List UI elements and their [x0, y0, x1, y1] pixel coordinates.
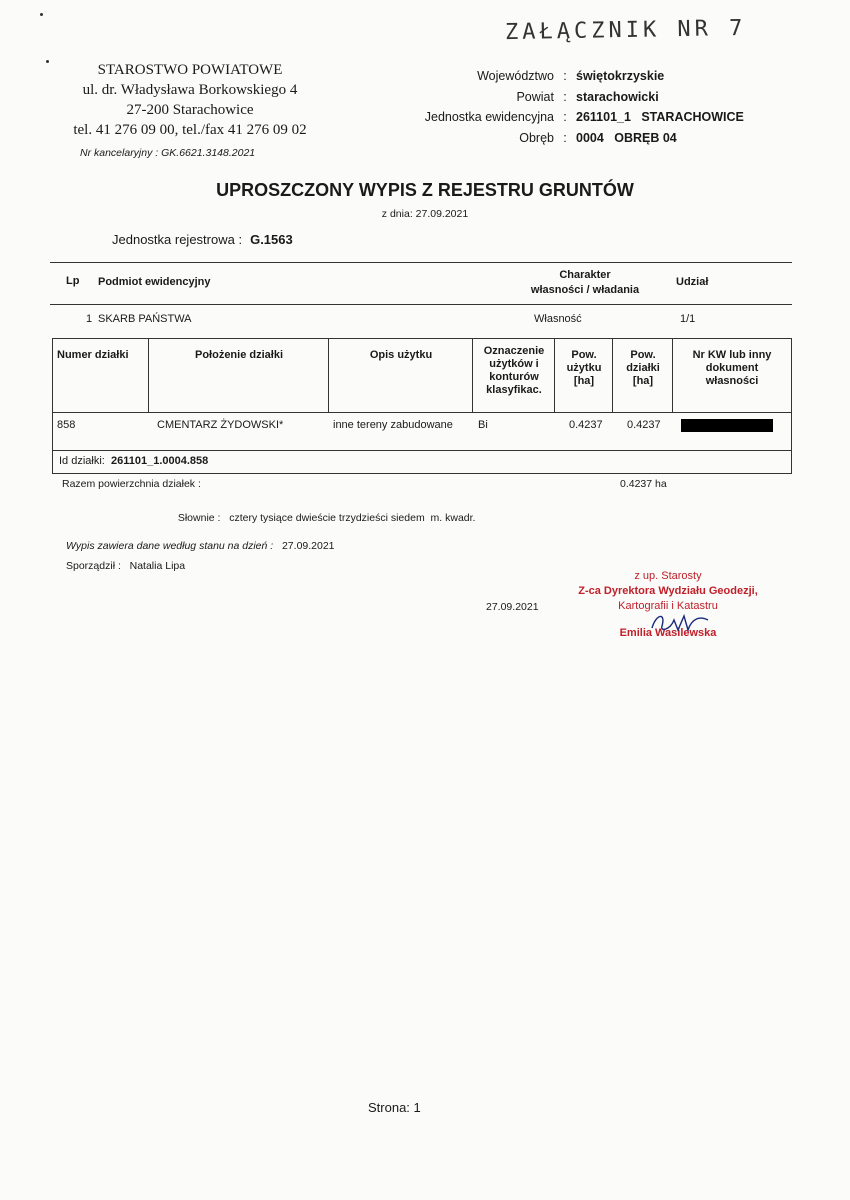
parcel-location: CMENTARZ ŻYDOWSKI* — [157, 419, 284, 431]
total-area-words: Słownie : cztery tysiące dwieście trzydzieści siedem m. kwadr. — [177, 512, 476, 524]
state-date: Wypis zawiera dane według stanu na dzień : 27.09.2021 — [66, 540, 335, 552]
redacted-kw-number — [681, 419, 773, 432]
parcel-use: inne tereny zabudowane — [333, 419, 453, 431]
registry-unit — [112, 232, 293, 247]
owner-subject: SKARB PAŃSTWA — [98, 313, 192, 325]
office-address — [40, 60, 340, 140]
kancelaria-number — [80, 147, 255, 159]
parcel-area: 0.4237 — [627, 419, 661, 431]
registry-unit-value: G.1563 — [250, 232, 293, 247]
office-city: 27-200 Starachowice — [126, 102, 254, 118]
admin-row-voivodeship: Województwo : świętokrzyskie — [380, 66, 744, 87]
registry-unit-label: Jednostka rejestrowa : — [112, 232, 243, 247]
admin-label: Obręb — [519, 130, 554, 145]
admin-label: Jednostka ewidencyjna — [424, 110, 554, 124]
admin-value: 261101_1 STARACHOWICE — [576, 110, 744, 124]
margin-dot — [40, 13, 43, 16]
admin-value: 0004 OBRĘB 04 — [576, 130, 677, 145]
parcel-number: 858 — [57, 419, 76, 431]
document-title: UPROSZCZONY WYPIS Z REJESTRU GRUNTÓW — [216, 180, 634, 200]
page-number: Strona: 1 — [368, 1100, 421, 1115]
signature — [648, 608, 718, 638]
parcel-header-parcel-area: Pow. działki [ha] — [626, 349, 660, 387]
total-area-value: 0.4237 ha — [620, 478, 667, 490]
admin-value: starachowicki — [576, 89, 659, 104]
parcel-header-use-area: Pow. użytku [ha] — [566, 349, 602, 387]
parcel-use-area: 0.4237 — [569, 419, 603, 431]
admin-label: Powiat — [516, 89, 554, 104]
parcel-table — [52, 338, 792, 474]
parcel-header-use: Opis użytku — [369, 349, 433, 361]
admin-value: świętokrzyskie — [576, 69, 665, 83]
document-date: z dnia: 27.09.2021 — [381, 208, 469, 220]
parcel-id: Id działki: 261101_1.0004.858 — [59, 455, 209, 467]
office-phone: tel. 41 276 09 00, tel./fax 41 276 09 02 — [73, 122, 307, 138]
owners-header-share: Udział — [676, 276, 709, 288]
owners-header-charakter: Charakter własności / władania — [530, 269, 640, 296]
annex-mark: ZAŁĄCZNIK NR 7 — [504, 15, 747, 46]
admin-row-unit: Jednostka ewidencyjna : 261101_1 STARACHOWICE — [380, 107, 744, 128]
issue-date: 27.09.2021 — [486, 601, 539, 613]
office-name: STAROSTWO POWIATOWE — [97, 62, 283, 78]
owners-header-subject: Podmiot ewidencyjny — [98, 276, 211, 288]
kancelaria-value: GK.6621.3148.2021 — [161, 147, 256, 159]
admin-label: Województwo — [477, 69, 554, 83]
owner-lp: 1 — [86, 313, 93, 325]
parcel-header-number: Numer działki — [57, 349, 129, 361]
admin-row-precinct: Obręb : 0004 OBRĘB 04 — [380, 128, 744, 149]
official-stamp: z up. Starosty Z-ca Dyrektora Wydziału Geodezji, Kartografii i Katastru Emilia Wasilewska — [578, 570, 758, 639]
parcel-header-designation: Oznaczenie użytków i konturów klasyfikac. — [483, 345, 545, 396]
admin-row-county: Powiat : starachowicki — [380, 87, 744, 108]
owners-header-lp: Lp — [66, 275, 80, 287]
total-area-label: Razem powierzchnia działek : — [62, 478, 201, 490]
table-rule — [50, 304, 792, 305]
parcel-header-location: Położenie działki — [194, 349, 284, 361]
parcel-header-kw: Nr KW lub inny dokument własności — [692, 349, 772, 387]
prepared-by: Sporządził : Natalia Lipa — [66, 560, 186, 572]
owner-share: 1/1 — [680, 313, 696, 325]
admin-info — [380, 66, 744, 148]
owner-charakter: Własność — [534, 313, 582, 325]
table-rule — [50, 262, 792, 263]
office-street: ul. dr. Władysława Borkowskiego 4 — [82, 82, 298, 98]
kancelaria-label: Nr kancelaryjny : — [80, 147, 159, 159]
parcel-designation: Bi — [478, 419, 488, 431]
